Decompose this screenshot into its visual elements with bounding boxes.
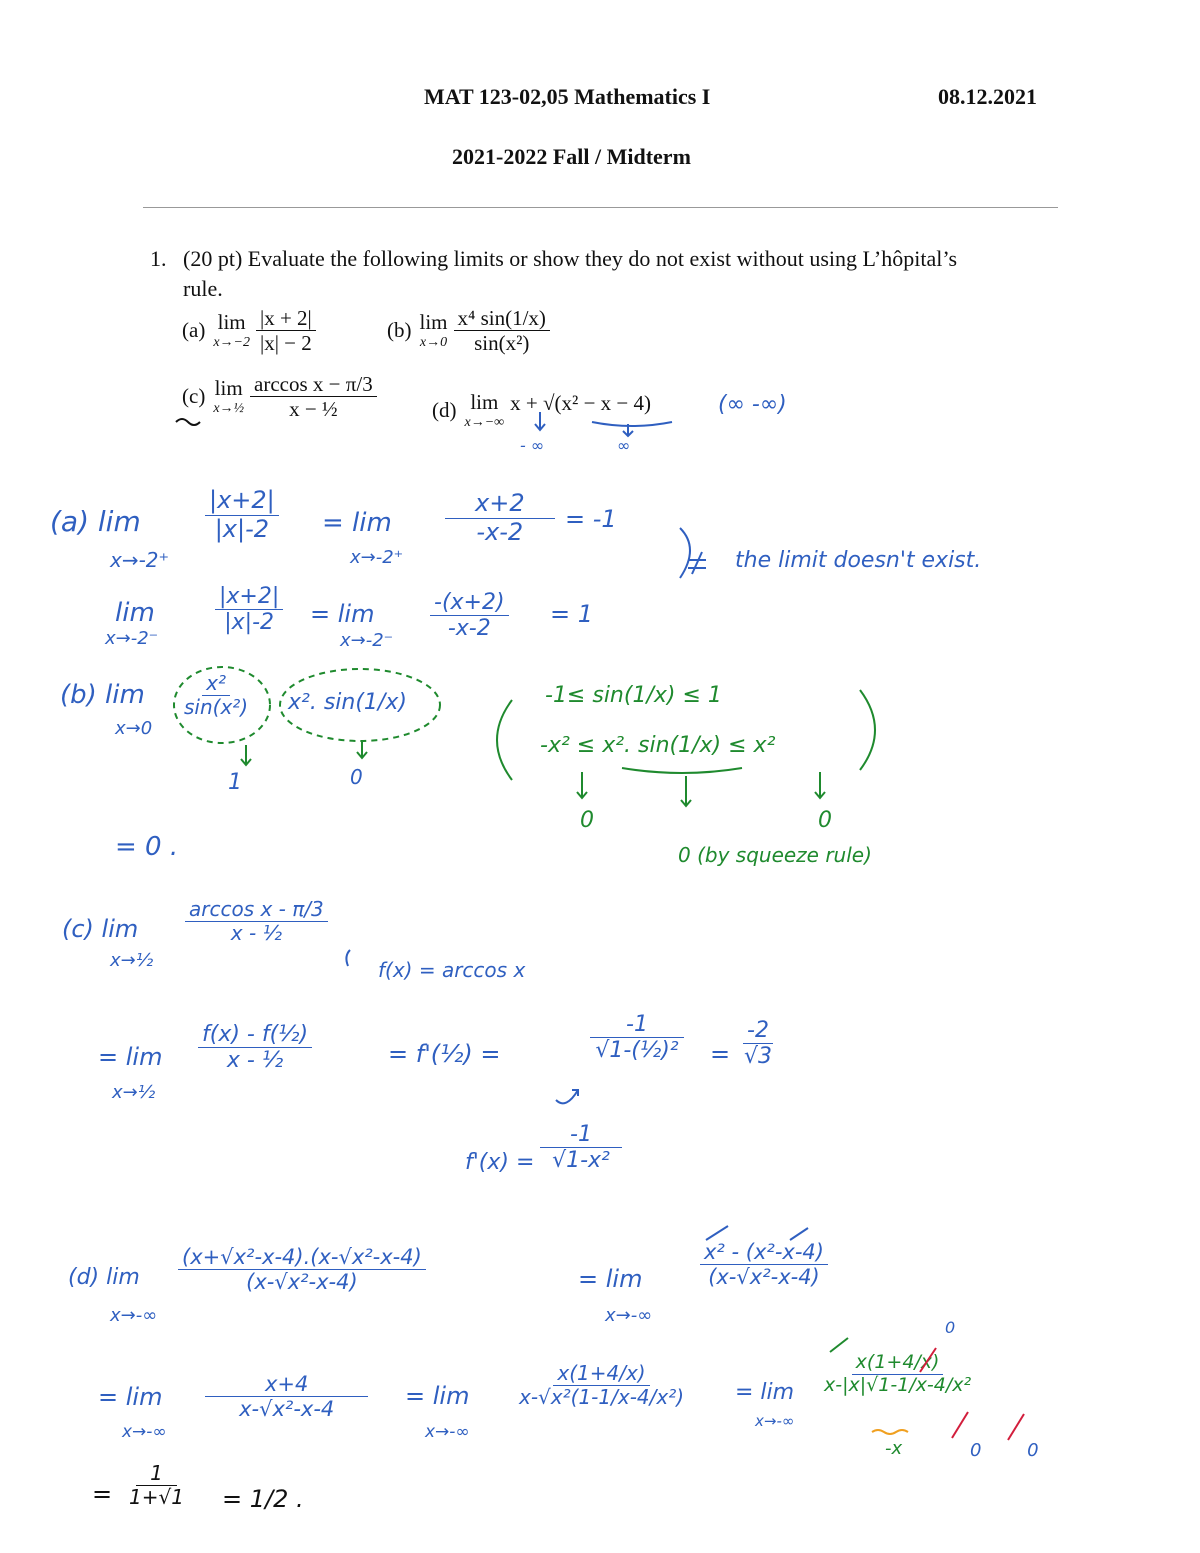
green-strike [830,1338,848,1352]
sol-b-frac1: $\frac{\text{x²}}{\text{sin(x²)}}$ [184,671,249,719]
sol-c-lim2: = lim [98,1043,163,1071]
sol-d-l2-lim: = lim [98,1383,163,1411]
sol-d-minus-x: -x [885,1438,903,1459]
sol-b-sq-a: 0 [580,808,594,833]
question-prompt-line1: (20 pt) Evaluate the following limits or show they do not exist without using L’hôpital’s [183,246,958,271]
header-divider [143,207,1058,208]
sol-d-lim: (d) lim [68,1265,140,1290]
part-b-num: x⁴ sin(1/x) [454,306,550,331]
part-d-under-left: - ∞ [520,436,545,455]
exam-date: 08.12.2021 [938,84,1037,109]
sol-b-squeeze2: -x² ≤ x². sin(1/x) ≤ x² [540,733,776,758]
paren-left [497,700,512,780]
sol-c-eq: = [710,1040,731,1068]
orange-underline [872,1430,908,1434]
sol-a-lim: (a) lim [50,505,141,538]
sol-a-sub: x→-2⁺ [110,548,170,572]
sol-b-result: = 0 . [115,832,179,862]
arrow-sq3 [815,772,825,798]
sol-a-sub4: x→-2⁻ [340,630,394,651]
part-d [432,390,651,431]
arrow-sq2 [681,776,691,806]
sol-d-l2-sub3: x→-∞ [755,1412,795,1430]
part-a [182,306,316,355]
sol-c-deriv: = f'(½) = [388,1040,501,1068]
sol-b-arrow1-val: 1 [228,770,242,795]
sol-c-fprime-frac: $\frac{-1}{\text{√1-x²}}$ [540,1122,622,1174]
swoosh-arrow [556,1090,578,1103]
arrow-b2 [357,740,367,758]
sol-c-sub2: x→½ [112,1082,156,1103]
part-d-lim: lim [470,390,499,414]
arrow-b1 [241,745,251,765]
part-c-sub: x→½ [213,401,245,417]
sol-c-sub: x→½ [110,950,154,971]
part-d-label: (d) [432,398,457,422]
sol-b-squeeze1: -1≤ sin(1/x) ≤ 1 [545,683,722,708]
part-a-den: |x| − 2 [259,331,312,356]
sol-d-frac2: $\frac{\text{x² - (x²-x-4)}}{\text{(x-√x²-x-4)}}$ [700,1240,828,1289]
part-b-den: sin(x²) [474,331,530,356]
sol-c-frac2: $\frac{\text{f(x) - f(½)}}{\text{x - ½}}$ [198,1022,312,1074]
sol-a-frac2: $\frac{x+2}{-x-2}$ [445,490,555,546]
sol-b-lim: (b) lim [60,680,145,710]
sol-d-l2-frac: $\frac{x+4}{\text{x-√x²-x-4}}$ [205,1372,368,1421]
sol-a-lim2: lim [115,598,155,628]
sol-d-final-eq: = [92,1480,113,1508]
part-c-den: x − ½ [289,397,338,422]
sol-a-frac4: $\frac{-(x+2)}{-x-2}$ [430,590,509,642]
sol-d-zero-top: 0 [945,1318,956,1337]
part-b [387,306,550,355]
sol-a-sub3: x→-2⁻ [105,628,159,649]
sol-d-eq2: = lim [578,1265,643,1293]
sol-c-final: $\frac{-2}{√3}$ [744,1018,773,1070]
part-a-label: (a) [182,318,206,343]
sol-b-f2: x². sin(1/x) [288,690,407,715]
sol-a-eq2: = lim [310,600,375,628]
sol-a-frac1: $\frac{|x+2|}{|x|-2}$ [205,487,279,543]
sol-d-l2-eq3: = lim [735,1380,795,1405]
sol-c-lim: (c) lim [62,915,139,943]
sol-b-sq-note: 0 (by squeeze rule) [678,843,872,867]
part-a-lim: lim [217,310,246,335]
sol-c-frac: $\frac{\text{arccos x - π/3}}{\text{x - ½}}$ [185,898,328,945]
cross-out-2 [790,1228,808,1240]
sol-a-frac3: $\frac{|x+2|}{|x|-2}$ [215,584,283,636]
red-strike-3 [1008,1414,1024,1440]
part-b-label: (b) [387,318,412,343]
part-c-num: arccos x − π/3 [250,372,377,397]
part-c [182,372,377,421]
sol-a-res1: = -1 [565,505,617,533]
exam-term: 2021-2022 Fall / Midterm [452,144,691,169]
sol-a-eq: = lim [322,508,392,538]
part-a-sub: x→−2 [213,335,250,351]
part-d-sub: x→−∞ [464,415,505,430]
part-c-lim: lim [214,376,243,401]
sol-b-sub: x→0 [115,718,153,739]
sol-d-frac1: $\frac{\text{(x+√x²-x-4).(x-√x²-x-4)}}{\text{(x-√x²-x-4)}}$ [178,1245,426,1294]
question-prompt-line2: rule. [183,276,223,301]
part-d-expr: x + √(x² − x − 4) [510,391,651,415]
sol-d-zeros: 0 0 [970,1440,1059,1461]
sol-d-l2-sub: x→-∞ [122,1422,167,1442]
sol-d-l2-eq2: = lim [405,1382,470,1410]
part-d-note: (∞ -∞) [718,392,787,417]
part-b-sub: x→0 [419,335,448,351]
sol-d-sub: x→-∞ [110,1305,158,1326]
sol-d-l2-sub2: x→-∞ [425,1422,470,1442]
arrow-sq1 [577,772,587,798]
sol-c-fprime: f'(x) = [465,1150,535,1175]
not-equal-mark [688,552,706,574]
red-strike-2 [952,1412,968,1438]
bracket-a [680,528,690,578]
question-number: 1. [150,246,167,271]
sol-c-val: $\frac{-1}{\text{√1-(½)²}}$ [590,1012,684,1064]
sol-a-res2: = 1 [550,600,594,628]
course-title: MAT 123-02,05 Mathematics I [424,84,711,109]
sol-d-final-frac: $\frac{1}{1+√1}$ [129,1461,184,1509]
sol-b-sq-b: 0 [818,808,832,833]
part-c-label: (c) [182,384,206,409]
part-d-under-right: ∞ [617,436,631,455]
sol-c-fdef: f(x) = arccos x [378,958,526,982]
brace-squeeze [622,768,742,773]
part-a-num: |x + 2| [256,306,316,331]
cross-out-1 [706,1226,728,1240]
sol-a-sub2: x→-2⁺ [350,547,404,568]
sol-d-l2-frac2: $\frac{x(1+4/x)}{\text{x-√x²(1-1/x-4/x²)}}$ [519,1361,685,1409]
paren-right [860,690,875,770]
sol-b-arrow2-val: 0 [350,765,363,789]
sol-d-l2-frac3: $\frac{x(1+4/x)}{\text{x-|x|√1-1/x-4/x²}}$ [824,1351,972,1396]
sol-d-final-res: = 1/2 . [222,1485,304,1513]
brace-c [346,950,350,966]
part-b-lim: lim [419,310,448,335]
sol-a-conclusion: the limit doesn't exist. [735,548,982,573]
sol-d-sub2: x→-∞ [605,1305,653,1326]
